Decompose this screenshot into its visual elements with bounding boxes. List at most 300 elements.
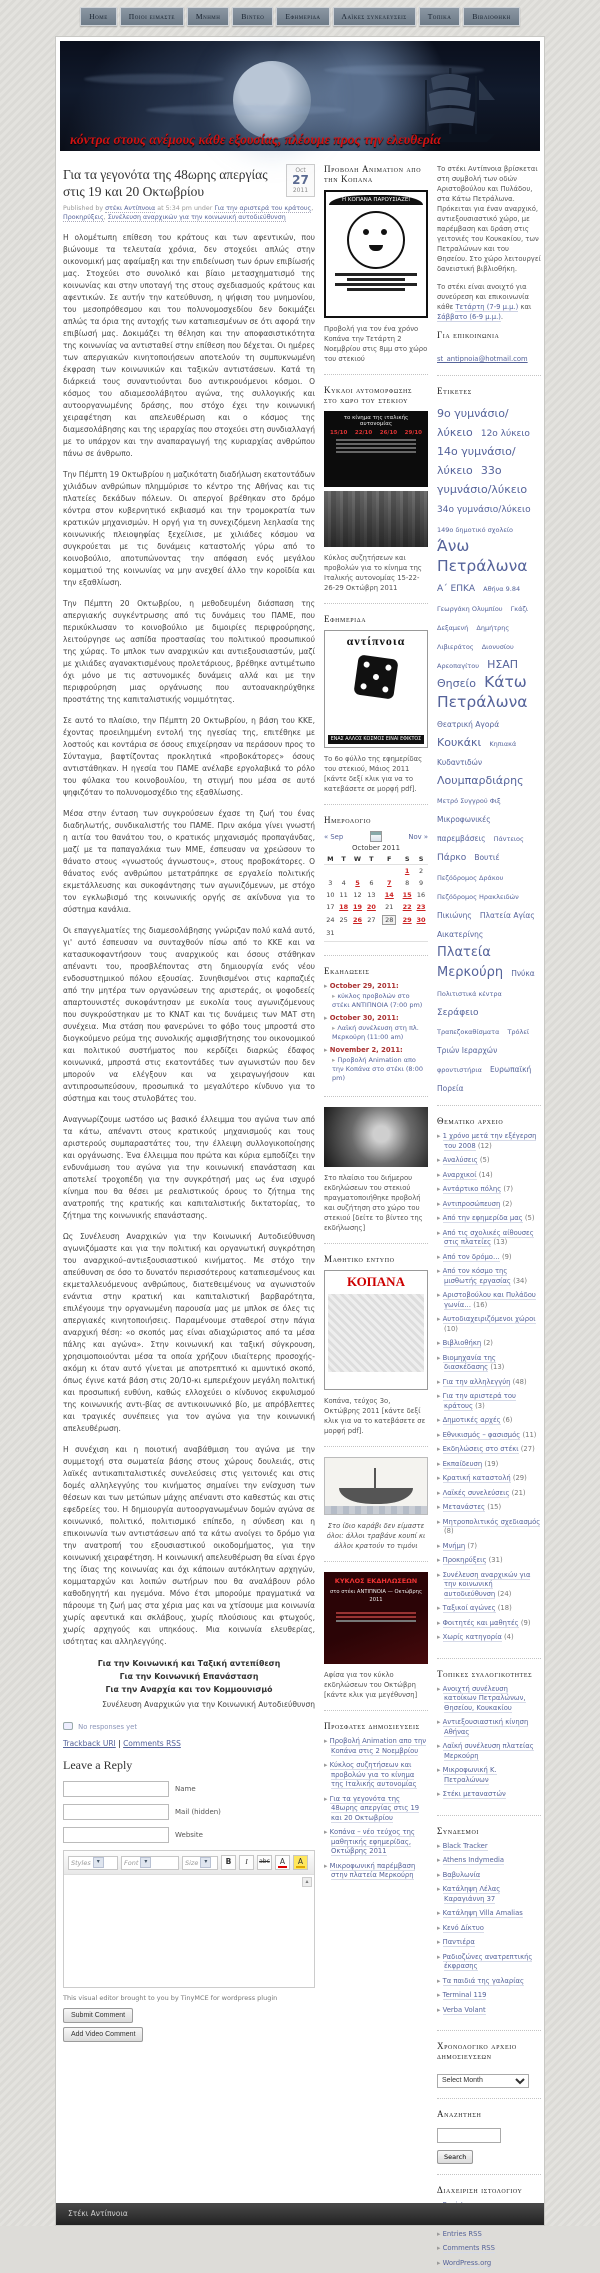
tag-link[interactable]: Μικροφωνικές παρεμβάσεις [437, 815, 491, 844]
category-count: (5) [524, 1214, 535, 1223]
article-paragraph: Αναγνωρίζουμε ωστόσο ως βασικό έλλειμμα του αγώνα των από τα κάτω, απέναντι στους κρατικούς μηχανισμούς και τους αριστερούς συμπαραστάτες του, την έλλειψη συλλογικοποίησης και οργάνωσης. Ένα έλλειμμα που πρώτα και κύρια εμποδίζει την ενδυνάμωση του αγώνα για την κοινωνική επανάσταση και αποτελεί τροχοπέδη για την συγκρότησή μας ως ένα ισχυρό κίνημα που θα θέσει με ρεαλιστικούς όρους το ζήτημα της ανατροπής της κρατικής και καπιταλιστικής δικτατορίας, το ζήτημα της κοινωνικής επανάστασης. [63, 1115, 315, 1220]
blogroll-link[interactable]: Terminal 119 [442, 1991, 487, 2000]
calendar-event-day-link[interactable]: 22 [402, 903, 412, 911]
category-count: (3) [475, 1401, 485, 1410]
event-date: ▸ October 30, 2011: [324, 1014, 428, 1022]
search-section [437, 2109, 541, 2175]
calendar-month-title: October 2011 [351, 844, 401, 852]
category-link[interactable]: Από τον δρόμο… [442, 1252, 500, 1261]
category-item [437, 1229, 541, 1248]
calendar-dow-row [324, 854, 428, 865]
article-column [63, 164, 315, 2273]
category-item [437, 1556, 541, 1566]
article-body [63, 232, 315, 1648]
blogroll-item [437, 1953, 541, 1972]
calendar-day-cell [351, 865, 365, 878]
category-item [437, 1339, 541, 1349]
newspaper-masthead: αντίπνοια [346, 634, 406, 648]
nav-button-τοπικά[interactable]: Τοπικά [419, 7, 461, 26]
category-link[interactable]: Εκπαίδευση [442, 1459, 483, 1468]
font-dropdown[interactable]: Font ▾ [121, 1856, 179, 1870]
tag-link[interactable]: Δεξαμενή [437, 623, 469, 632]
tag-link[interactable]: 33ο γυμνάσιο/λύκειο [437, 464, 528, 497]
blogroll-link[interactable]: Black Tracker [442, 1841, 488, 1850]
author-link[interactable]: στέκι Αντίπνοια [105, 205, 156, 212]
category-link[interactable]: Για την αλληλεγγύη [442, 1377, 511, 1386]
tag-link[interactable]: Τρόλεϊ [507, 1028, 530, 1037]
tag-link[interactable]: Πνύκα [511, 968, 535, 978]
calendar-day-cell [400, 913, 414, 927]
calendar-event-day-link[interactable]: 14 [384, 891, 394, 899]
local-collective-item [437, 1790, 541, 1800]
meta-published-label: Published by [63, 205, 104, 212]
tag-link[interactable]: Βουτιέ [474, 853, 500, 863]
chevron-down-icon: ▾ [93, 1857, 104, 1868]
calendar-day-cell [351, 901, 365, 913]
recent-post-link[interactable]: Για τα γεγονότα της 48ωρης απεργίας στις 19 και 20 Οκτωβρίου [329, 1794, 420, 1822]
comments-rss-link[interactable]: Comments RSS [123, 1739, 181, 1748]
post-meta: Published by στέκι Αντίπνοια at 5:34 pm under Για την αριστερά του κράτους, Προκηρύξεις, Συνέλευση αναρχικών για την κοινωνική αυτοδιεύθυνση [63, 205, 314, 221]
calendar-day-cell: 6 [369, 879, 374, 887]
comment-mail-input[interactable] [63, 1804, 169, 1820]
tags-section [437, 386, 541, 1106]
tag-link[interactable]: Πολιτιστικά κέντρα [437, 990, 502, 998]
poster-date: 26/10 [379, 430, 398, 436]
blogroll-link[interactable]: Τα παιδιά της γαλαρίας [442, 1976, 524, 1985]
right-sidebar [437, 164, 541, 2273]
comment-form [63, 1781, 315, 1843]
section-heading: Θεματικο αρχειο [437, 1116, 504, 1127]
local-collective-link[interactable]: Λαϊκή συνέλευση πλατείας Μερκούρη [442, 1742, 534, 1760]
tag-link[interactable]: Α΄ ΕΠΚΑ [437, 584, 476, 595]
events-cycle-poster-image[interactable]: ΚΥΚΛΟΣ ΕΚΔΗΛΩΣΕΩΝ στο στέκι ΑΝΤΙΠΝΟΙΑ — Οκτώβρης 2011 [324, 1572, 428, 1664]
event-date: ▸ November 2, 2011: [324, 1046, 428, 1054]
calendar-event-day-link[interactable]: 18 [339, 903, 349, 911]
category-item [437, 1267, 541, 1286]
event-item-link[interactable]: ▸ Λαϊκή συνέλευση στη πλ. Μερκούρη (11:00 am) [332, 1024, 428, 1042]
links-section [437, 1826, 541, 2032]
calendar-next-link[interactable]: Nov » [408, 832, 428, 841]
post-category-link[interactable]: Προκηρύξεις [63, 214, 104, 221]
category-link[interactable]: Κρατική καταστολή [442, 1474, 511, 1483]
blogroll-link[interactable]: Verba Volant [442, 2005, 486, 2014]
calendar-day-cell [378, 865, 400, 878]
blogroll-link[interactable]: Κατάληψη Λέλας Καραγιάννη 37 [442, 1885, 501, 1903]
recent-post-link[interactable]: Μικροφωνική παρέμβαση στην πλατεία Μερκούρη [329, 1861, 416, 1879]
calendar-day-cell [337, 927, 351, 939]
category-link[interactable]: Βιομηχανία της διασκέδασης [442, 1353, 496, 1372]
category-item [437, 1200, 541, 1210]
contact-heading: Για επικοινωνια [437, 330, 500, 340]
italic-icon[interactable]: I [239, 1855, 254, 1870]
tag-link[interactable]: 14ο γυμνάσιο/λύκειο [437, 445, 516, 478]
tag-link[interactable]: Αθήνα 9.84 [483, 585, 521, 594]
calendar-event-day-link[interactable]: 30 [416, 916, 426, 924]
tag-link[interactable]: Μετρό Συγγρού Φιξ [437, 797, 501, 806]
category-link[interactable]: Δημοτικές αρχές [442, 1416, 501, 1425]
banner-slogan: κόντρα στους ανέμους κάθε εξουσίας, πλέουμε προς την ελευθερία [70, 132, 442, 147]
blogroll-link[interactable]: Athens Indymedia [442, 1856, 505, 1865]
field-label: Mail (hidden) [175, 1808, 221, 1816]
chevron-down-icon: ▾ [200, 1857, 211, 1868]
tag-link[interactable]: Τριών Ιεραρχών [437, 1046, 498, 1056]
blogroll-item [437, 1856, 541, 1866]
calendar-day-cell [337, 865, 351, 878]
calendar-event-day-link[interactable]: 20 [366, 903, 376, 911]
category-link[interactable]: Λαϊκές συνελεύσεις [442, 1488, 510, 1497]
calendar-day-cell: 16 [416, 891, 426, 899]
tag-link[interactable]: 12ο λύκειο [480, 429, 530, 439]
admin-section [437, 2185, 541, 2269]
tag-link[interactable]: Κάτω Πετράλωνα [437, 672, 528, 711]
blogroll-item [437, 1977, 541, 1987]
local-collective-link[interactable]: Στέκι μεταναστών [442, 1790, 506, 1799]
recent-posts-section [324, 1721, 428, 1881]
field-label: Website [175, 1831, 203, 1839]
poster-caption: Αφίσα για τον κύκλο εκδηλώσεων του Οκτώβρη [κάντε κλικ για μεγέθυνση] [324, 1671, 418, 1699]
category-link[interactable]: Αντάρτικο πόλης [442, 1185, 502, 1194]
nav-button-home[interactable]: Home [80, 7, 117, 26]
cartoon-caption: Στο ίδιο καράβι δεν είμαστε όλοι: άλλοι τραβάνε κουπί κι άλλοι κρατούν το τιμόνι [326, 1522, 426, 1550]
blogroll-item [437, 1938, 541, 1948]
category-count: (15) [487, 1503, 502, 1512]
field-label: Name [175, 1785, 196, 1793]
category-count: (10) [444, 1324, 458, 1333]
tag-link[interactable]: Πλατεία Μερκούρη [437, 944, 504, 980]
leave-reply-heading: Leave a Reply [63, 1758, 133, 1772]
category-link[interactable]: Συνέλευση αναρχικών για την κοινωνική αυτοδιεύθυνση [442, 1570, 531, 1598]
tag-link[interactable]: φροντιστήρια [437, 1066, 482, 1075]
recent-post-link[interactable]: Κύκλος συζητήσεων και προβολών για το κίνημα της Ιταλικής αυτονομίας [329, 1761, 417, 1788]
category-item [437, 1156, 541, 1166]
category-link[interactable]: Μετανάστες [442, 1503, 486, 1512]
about-text: Το στέκι Αντίπνοια βρίσκεται στη συμβολή των οδών Αριστοβούλου και Πυλάδου, στα Κάτω Πετράλωνα. Πρόκειται για έναν αναρχικό, αντιεξουσιαστικό χώρο, με παρέμβαση και δράση στις γειτονιές του Κουκακίου, των Πετραλώνων και του Θησείου. Στο χώρο λειτουργεί δανειστική βιβλιοθήκη. [437, 165, 541, 273]
category-link[interactable]: Φοιτητές και μαθητές [442, 1618, 519, 1627]
local-collective-link[interactable]: Μικροφωνική Κ. Πετραλώνων [442, 1766, 497, 1784]
tag-link[interactable]: 9ο γυμνάσιο/λύκειο [437, 407, 509, 439]
article-paragraph: Οι επαγγελματίες της διαμεσολάβησης γνώριζαν πολύ καλά αυτό, γι' αυτό έσπευσαν να συνταχθούν πίσω από το ΚΚΕ και να κατασυκοφαντήσουν τους αναρχικούς και όσους στάθηκαν απέναντι του, προσβλέποντας στη δημιουργία ενός νέου ενδοσυστημικού πόλου εξουσίας. Συνηθισμένοι στις καρπαζιές από την μητέρα των οργανώσεων της αριστεράς, οι ψοφοδεείς απαρτουνιστές συκοφάντησαν με ευκολία τους αγωνιζόμενους που συγκρούστηκαν με το ΚΝΑΤ και τις δυνάμεις των ΜΑΤ στη συνέχεια. Μια στάση που φανερώνει το φόβο τους μπροστά στο διογκούμενο ρεύμα της συνολικής αμφισβήτησης του οικονομικού και πολιτικού συστήματος που κερδίζει διαρκώς έδαφος κοινωνικά, μπροστά στις εκατοντάδες των αγωνιστών που δεν μπορούν να ελέγξουν και να χειραγωγήσουν και αντιπροσωπεύσουν, προσωπικά το μεγαλύτερο κίνδυνο για το σύστημα και τους στυλοβάτες του. [63, 926, 315, 1103]
section-heading: Εφημεριδα [324, 614, 367, 624]
category-link[interactable]: Από την εφημερίδα μας [442, 1214, 523, 1223]
category-link[interactable]: Αριστοβούλου και Πυλάδου γωνία… [442, 1291, 536, 1309]
category-count: (31) [488, 1556, 503, 1565]
newspaper-cover-image[interactable]: αντίπνοια ΕΝΑΣ ΑΛΛΟΣ ΚΟΣΜΟΣ ΕΙΝΑΙ ΕΦΙΚΤΟΣ [324, 630, 428, 748]
section-heading: Χρονολογικο αρχειο δημοσιευσεων [437, 2041, 517, 2062]
calendar-day-cell [400, 865, 414, 878]
calendar-event-day-link[interactable]: 26 [352, 916, 363, 924]
scrollbar-up-icon[interactable]: ▴ [302, 1877, 312, 1887]
tag-link[interactable]: Γεωργάκη Ολυμπίου [437, 604, 503, 613]
tag-link[interactable]: Διονυσίου Αρεοπαγίτου [437, 642, 514, 670]
comment-name-input[interactable] [63, 1781, 169, 1797]
tag-link[interactable]: Γκάζι [510, 604, 529, 613]
local-collective-item [437, 1685, 541, 1714]
blogroll-link[interactable]: Παντιέρα [442, 1938, 475, 1947]
calendar-event-day-link[interactable]: 29 [402, 916, 412, 924]
recent-post-item [324, 1828, 428, 1857]
nav-button-μνήμη[interactable]: Μνήμη [187, 7, 229, 26]
category-link[interactable]: Ταξικοί αγώνες [442, 1604, 496, 1613]
category-link[interactable]: Μητροπολιτικός σχεδιασμός [442, 1517, 541, 1526]
meta-at-label: at [157, 205, 164, 212]
highlight-color-icon[interactable]: A [293, 1855, 308, 1870]
dow-label: T [337, 854, 351, 865]
comment-bubble-icon [63, 1722, 73, 1730]
post-time: 5:34 pm [165, 205, 192, 212]
calendar-event-day-link[interactable]: 5 [355, 879, 360, 887]
tag-link[interactable]: Πεζόδρομος Ηρακλειδών [437, 892, 519, 901]
category-item [437, 1431, 541, 1441]
tag-link[interactable]: Λουμπαρδιάρης [437, 774, 524, 788]
blogroll-link[interactable]: Βαβυλωνία [442, 1870, 481, 1879]
tag-link[interactable]: Κουκάκι [437, 736, 482, 750]
event-item-link[interactable]: ▸ κύκλος προβολών στο στέκι ΑΝΤΙΠΝΟΙΑ (7:00 pm) [332, 992, 428, 1010]
calendar-day-cell [400, 901, 414, 913]
tag-link[interactable]: 149ο δημοτικό σχολείο [437, 525, 514, 534]
category-count: (34) [513, 1276, 528, 1285]
nav-button-λαϊκές-συνελεύσεις[interactable]: Λαϊκές συνελεύσεις [333, 7, 416, 26]
category-link[interactable]: Χωρίς κατηγορία [442, 1633, 502, 1642]
calendar-day-cell: 13 [367, 891, 376, 899]
self-education-poster-image[interactable]: το κίνημα της ιταλικής αυτονομίας 15/10 22/10 26/10 29/10 [324, 411, 428, 487]
email-link[interactable]: st_antipnoia@hotmail.com [437, 355, 528, 363]
add-video-comment-button[interactable]: Add Video Comment [63, 2027, 143, 2042]
recent-post-link[interactable]: Κοπάνα – νέο τεύχος της μαθητικής εφημερίδας, Οκτώβρης 2011 [329, 1828, 415, 1855]
trackback-row: Trackback URI | Comments RSS [63, 1739, 181, 1748]
calendar-day-cell: 25 [339, 916, 348, 924]
comment-textarea[interactable] [64, 1875, 314, 1987]
section-heading: Συνδεσμοι [437, 1825, 479, 1836]
category-item [437, 1460, 541, 1470]
calendar-day-cell [364, 927, 378, 939]
category-link[interactable]: Μνήμη [442, 1541, 466, 1550]
calendar-day-cell [378, 927, 400, 939]
category-link[interactable]: Από τον κόσμο της μισθωτής εργασίας [442, 1267, 511, 1285]
student-zine-section [324, 1254, 428, 1447]
admin-link[interactable]: WordPress.org [442, 2258, 492, 2267]
article-signature: Συνέλευση Αναρχικών για την Κοινωνική Αυτοδιεύθυνση [102, 1700, 315, 1709]
calendar-event-day-link[interactable]: 7 [387, 879, 392, 887]
poster-caption: Προβολή για τον ένα χρόνο Κοπάνα την Τετάρτη 2 Νοεμβρίου στις 8μμ στο χώρο του στεκιού [324, 325, 428, 363]
category-link[interactable]: Από τις σχολικές αίθουσες στις πλατείες [442, 1228, 534, 1247]
responses-status: No responses yet [63, 1721, 315, 1731]
post-category-link[interactable]: Συνέλευση αναρχικών για την κοινωνική αυτοδιεύθυνση [107, 214, 286, 221]
recent-post-item [324, 1761, 428, 1790]
category-count: (29) [512, 1474, 527, 1483]
nav-button-βιβλιοθήκη[interactable]: Βιβλιοθήκη [463, 7, 519, 26]
category-item [437, 1315, 541, 1334]
event-room-photo-image[interactable] [324, 1107, 428, 1167]
calendar-event-day-link[interactable]: 1 [404, 867, 410, 875]
open-hours-link[interactable]: Τετάρτη (7-9 μ.μ.) [455, 303, 519, 311]
calendar-day-cell [364, 865, 378, 878]
calendar-week-row [324, 901, 428, 913]
tag-link[interactable]: Πάρκο [437, 853, 467, 864]
submit-comment-button[interactable]: Submit Comment [63, 2008, 133, 2023]
category-item [437, 1489, 541, 1499]
boat-cartoon-section [324, 1457, 428, 1562]
category-link[interactable]: Αντιπροσώπευση [442, 1199, 501, 1208]
category-count: (4) [504, 1633, 514, 1642]
category-count: (9) [501, 1252, 512, 1261]
bold-icon[interactable]: B [221, 1855, 236, 1870]
animation-section [324, 164, 428, 375]
category-count: (2) [502, 1199, 513, 1208]
calendar-day-cell [351, 877, 365, 889]
calendar-day-cell [364, 901, 378, 913]
category-item [437, 1354, 541, 1373]
calendar-day-cell [351, 927, 365, 939]
category-link[interactable]: 1 χρόνο μετά την εξέγερση του 2008 [442, 1132, 537, 1150]
calendar-event-day-link[interactable]: 15 [402, 891, 412, 899]
section-heading: Διαχειριση ιστολογιου [437, 2184, 523, 2195]
trackback-link[interactable]: Trackback URI [63, 1739, 116, 1748]
category-link[interactable]: Αναλύσεις [442, 1156, 478, 1165]
category-count: (24) [497, 1589, 512, 1598]
category-link[interactable]: Αυτοδιαχειριζόμενοι χώροι [442, 1315, 536, 1324]
category-link[interactable]: Εθνικισμός – φασισμός [442, 1430, 521, 1439]
local-collectives-section [437, 1669, 541, 1816]
post-category-link[interactable]: Για την αριστερά του κράτους [214, 205, 312, 212]
admin-item [437, 2230, 541, 2240]
nav-button-βίντεο[interactable]: Βίντεο [232, 7, 273, 26]
text-color-icon[interactable]: A [275, 1855, 290, 1870]
category-count: (7) [467, 1541, 477, 1550]
kopana-zine-cover-image[interactable]: ΚΟΠΑΝΑ [324, 1270, 428, 1390]
closing-slogan-line: Για την Κοινωνική Επανάσταση [119, 1672, 259, 1681]
recent-post-link[interactable]: Προβολή Animation απο την Κοπάνα στις 2 Νοεμβρίου [329, 1737, 427, 1755]
calendar-day-cell [400, 927, 414, 939]
archive-section [437, 2041, 541, 2099]
footer-site-name: Στέκι Αντίπνοια [68, 2209, 128, 2218]
nav-button-εφημερίδα[interactable]: Εφημερίδα [276, 7, 329, 26]
comment-website-input[interactable] [63, 1827, 169, 1843]
category-link[interactable]: Για την αριστερά του κράτους [442, 1392, 516, 1410]
local-collective-link[interactable]: Ανοιχτή συνέλευση κατοίκων Πετραλώνων, Θησείου, Κουκακίου [442, 1684, 526, 1712]
tag-link[interactable]: Σεράφειο [437, 1008, 479, 1018]
category-count: (21) [511, 1488, 526, 1497]
category-item [437, 1445, 541, 1455]
category-item [437, 1604, 541, 1614]
blogroll-item [437, 1885, 541, 1904]
category-link[interactable]: Εκδηλώσεις στο στέκι [442, 1445, 519, 1454]
section-heading: Μαθητικο εντυπο [324, 1254, 395, 1264]
category-item [437, 1633, 541, 1643]
admin-link[interactable]: Comments RSS [442, 2244, 495, 2253]
section-heading: Τοπικες συλλογικοτητες [437, 1668, 533, 1679]
calendar-prev-link[interactable]: « Sep [324, 832, 344, 841]
article-closing-slogans [63, 1657, 315, 1696]
tag-link[interactable]: Θεατρική Αγορά [437, 720, 500, 730]
calendar-icon [370, 831, 382, 842]
dow-label: S [400, 854, 414, 865]
moon-graphic [233, 61, 311, 139]
recent-post-item [324, 1862, 428, 1881]
room-photo-section [324, 1107, 428, 1244]
event-poster-section [324, 1572, 428, 1711]
tag-link[interactable]: ΗΣΑΠ Θησείο [437, 657, 519, 690]
category-item [437, 1474, 541, 1484]
article-paragraph: Την Πέμπτη 20 Οκτωβρίου, η μεθοδευμένη διάσπαση της απεργιακής συγκέντρωσης από τις δυνάμεις του ΠΑΜΕ, που περικύκλωσαν το κοινοβούλιο με διμοιρίες περιφρούρησης, λειτούργησε ως ασπίδα προστασίας του πολιτικού προσωπικού της χώρας. Το μπλοκ των αναρχικών και αντιεξουσιαστών, μαζί με χιλιάδες αγανακτισμένους προλετάριους, βρέθηκε αντιμέτωπο όχι μόνο με τις αστυνομικές δυνάμεις αλλά και με την περιφρούρηση μιας οργάνωσης που αυτοανακηρύχθηκε προστάτης της καπιταλιστικής νομιμότητας. [63, 599, 315, 704]
boat-cartoon-image[interactable] [324, 1457, 428, 1515]
article-paragraph: Την Πέμπτη 19 Οκτωβρίου η μαζικότατη διαδήλωση εκατοντάδων χιλιάδων ανθρώπων πλημμύρισε το κέντρο της Αθήνας και τις πλατείες δεκάδων πόλεων. Οι απεργοί βρέθηκαν στο δρόμο κόντρα στον κυβερνητικό εκβιασμό και την τρομοκρατία των κρατικών μηχανισμών. Η οργή για τη συνεχιζόμενη λεηλασία της κοινωνικής πλειοψηφίας ξεχείλισε, με χιλιάδες κόσμου να συγκρούεται με τις δυνάμεις καταστολής γύρω από το κοινοβούλιο, αποτυπώνοντας την απόφαση ενός μεγάλου κομματιού της κοινωνίας να μην ανεχθεί άλλο την κοροϊδία και την εξαθλίωση. [63, 470, 315, 587]
tag-link[interactable]: Πεζόδρομος Δράκου [437, 873, 504, 882]
admin-link[interactable]: Entries RSS [442, 2229, 482, 2238]
search-input[interactable] [437, 2128, 501, 2143]
category-link[interactable]: Προκηρύξεις [442, 1556, 487, 1565]
dow-label: M [324, 854, 337, 865]
post-date-day: 27 [292, 173, 309, 187]
category-item [437, 1253, 541, 1263]
tag-link[interactable]: Κυδαντιδών [437, 758, 483, 768]
search-button[interactable]: Search [437, 2150, 473, 2164]
tag-link[interactable]: Πάντειος [493, 835, 524, 844]
blogroll-link[interactable]: Ραδιοζώνες ανατρεπτικής έκφρασης [442, 1952, 533, 1971]
strikethrough-icon[interactable]: abc [257, 1855, 272, 1870]
kopana-animation-poster-image[interactable]: Η ΚΟΠΑΝΑ ΠΑΡΟΥΣΙΑΖΕΙ [324, 190, 428, 318]
blogroll-link[interactable]: Κενό Δίκτυο [442, 1923, 484, 1932]
category-link[interactable]: Βιβλιοθήκη [442, 1339, 482, 1348]
local-collective-link[interactable]: Αντιεξουσιαστική κίνηση Αθήνας [442, 1718, 529, 1736]
article-paragraph: Η ολομέτωπη επίθεση του κράτους και των αφεντικών, που βιώνουμε τα τελευταία χρόνια, δεν στοχεύει απλώς στην οικονομική μας αφαίμαξη και την επιδείνωση των όρων επιβίωσής μας. Στοχεύει στο συνολικό και βίαιο μετασχηματισμό της κοινωνίας και στην υποταγή της στους σχεδιασμούς κράτους και αφεντικών. Σε αυτήν την κατεύθυνση, η ψήφιση του μνημονίου, του μεσοπρόθεσμου και του πολυνομοσχεδίου δεν δοκιμάζει απλώς τα όρια της αντοχής των καταπιεσμένων σε ότι αφορά την επιβίωσή μας. Δοκιμάζει τη θέληση και την αποφασιστικότητα της κοινωνίας να αντισταθεί στην επίθεση που δέχεται. Οι ημέρες των απεργιακών κινητοποιήσεων αποτελούν τη συμπυκνωμένη έκφραση των κοινωνικών και ταξικών αντιστάσεων. Κατά τη διάρκειά τους συναντιούνται δυο αντικρουόμενοι κόσμοι. Ο κόσμος του αδιαμεσολάβητου αγώνα, της συλλογικής και αυτοοργανωμένης δράσης, που στόχο έχει την κοινωνική χειραφέτηση και απελευθέρωση και ο κόσμος της διαμεσολάβησης και της ιεραρχίας που στοχεύει στη συνδιαλλαγή με το υπάρχον και την αναπαραγωγή της κυριαρχίας ανθρώπου πάνω σε άνθρωπο. [63, 233, 315, 458]
styles-dropdown[interactable]: Styles ▾ [68, 1856, 118, 1870]
category-count: (48) [512, 1377, 527, 1386]
calendar-today: 28 [382, 915, 396, 925]
cloud-graphic [146, 105, 346, 115]
calendar-event-day-link[interactable]: 23 [416, 903, 426, 911]
tag-link[interactable]: Δημήτρης Λιβιεράτος [437, 623, 510, 651]
poster-caption: Το 6ο φύλλο της εφημερίδας του στεκιού, Μάιος 2011 [κάντε δεξί κλικ για να το κατεβάσετε σε μορφή pdf]. [324, 755, 423, 793]
archive-month-select[interactable] [437, 2074, 529, 2088]
nav-button-ποιοι-είμαστε[interactable]: Ποιοι είμαστε [120, 7, 184, 26]
category-item [437, 1503, 541, 1513]
tag-link[interactable]: Πλατεία Αγίας Αικατερίνης [437, 910, 535, 939]
article-paragraph: Η συνέχιση και η ποιοτική αναβάθμιση του αγώνα με την συμμετοχή στα σωματεία βάσης στους χώρους δουλειάς, στις λαϊκές αντικαπιταλιστικές συνελεύσεις στις γειτονιές και στις δομές αλληλεγγύης του κινήματος σημαίνει την ενίσχυση των θέσεων και των μετώπων μάχης απέναντι στο καθεστώς και στις εφεδρείες του. Η δημιουργία αυτοοργανωμένων δομών αγώνα σε κοινωνικό, πολιτικό, πολιτισμικό επίπεδο, η σύνδεση και η επικοινωνία των αντιστάσεων από τα κάτω ανοίγει το δρόμο για την ανατροπή του εξουσιαστικού οικοδομήματος, για την κοινωνική χειραφέτηση. Η κοινωνική απελευθέρωση θα είναι έργο της ίδιας της κοινωνίας και όχι κάποιων αυτόκλητων αρχηγών, κομματαρχών και λοιπών σωτήρων που θα αναλάβουν ρόλο καθοδηγητή και ηγεμόνα. Μόνο έτσι μπορούμε πραγματικά να πάρουμε τη ζωή μας στα χέρια μας και να χτίσουμε μια κοινωνία χωρίς αφεντικά και σκλάβους, χωρίς πλούσιους και φτωχούς, χωρίς αρχηγούς και υπηκόους. Μια κοινωνία ελευθερίας, ισότητας και αλληλεγγύης. [63, 1445, 315, 1646]
tag-link[interactable]: Κηπιακά [489, 740, 517, 749]
cartoon-face-graphic [347, 211, 405, 269]
category-link[interactable]: Αναρχικοί [442, 1170, 477, 1179]
about-section [437, 164, 541, 376]
tag-link[interactable]: Τραπεζοκαθίσματα [437, 1028, 500, 1037]
category-count: (16) [473, 1300, 488, 1309]
category-item [437, 1392, 541, 1411]
event-item-link[interactable]: ▸ Προβολή Animation απο την Κοπάνα στο στέκι (8:00 pm) [332, 1056, 428, 1083]
dice-graphic [353, 654, 398, 699]
calendar-week-row [324, 889, 428, 901]
calendar-day-cell [414, 913, 428, 927]
article-paragraph: Σε αυτό το πλαίσιο, την Πέμπτη 20 Οκτωβρίου, η βάση του ΚΚΕ, έχοντας προειλημμένη εντολή της ηγεσίας της, επιτέθηκε με λοστούς και κοντάρια σε όσους επιχείρησαν να περάσουν προς το Σύνταγμα, βαφτίζοντας προκλητικά «προβοκάτορες» όσους αντιστάθηκαν. Η ηγεσία του ΠΑΜΕ ανέλαβε εργολαβικά το ρόλο του φύλακα του κοινοβουλίου, τη στιγμή που μέσα σε αυτό ψηφιζόταν το πολυνομοσχέδιο της εξαθλίωσης. [63, 716, 315, 797]
tag-link[interactable]: 34ο γυμνάσιο/λύκειο [437, 505, 531, 516]
calendar-week-row [324, 913, 428, 927]
category-item [437, 1185, 541, 1195]
calendar-day-cell [351, 913, 365, 927]
cloud-graphic [84, 74, 224, 84]
calendar-day-cell [378, 877, 400, 889]
calendar-week-row [324, 877, 428, 889]
category-count: (2) [483, 1339, 493, 1348]
crowd-photo-image[interactable] [324, 491, 428, 547]
calendar-day-cell: 31 [326, 929, 335, 937]
tag-link[interactable]: Ευρωπαϊκή Πορεία [437, 1065, 532, 1094]
tag-link[interactable]: Άνω Πετράλωνα [437, 536, 528, 575]
size-dropdown[interactable]: Size ▾ [182, 1856, 218, 1870]
calendar-event-day-link[interactable]: 19 [352, 903, 363, 911]
blogroll-link[interactable]: Κατάληψη Villa Amalias [442, 1909, 523, 1918]
tag-link[interactable]: Πικιώνης [437, 910, 472, 920]
calendar-week-row [324, 865, 428, 878]
calendar-nav [324, 831, 428, 842]
open-hours-link[interactable]: Σάββατο (6-9 μ.μ.) [437, 313, 501, 321]
